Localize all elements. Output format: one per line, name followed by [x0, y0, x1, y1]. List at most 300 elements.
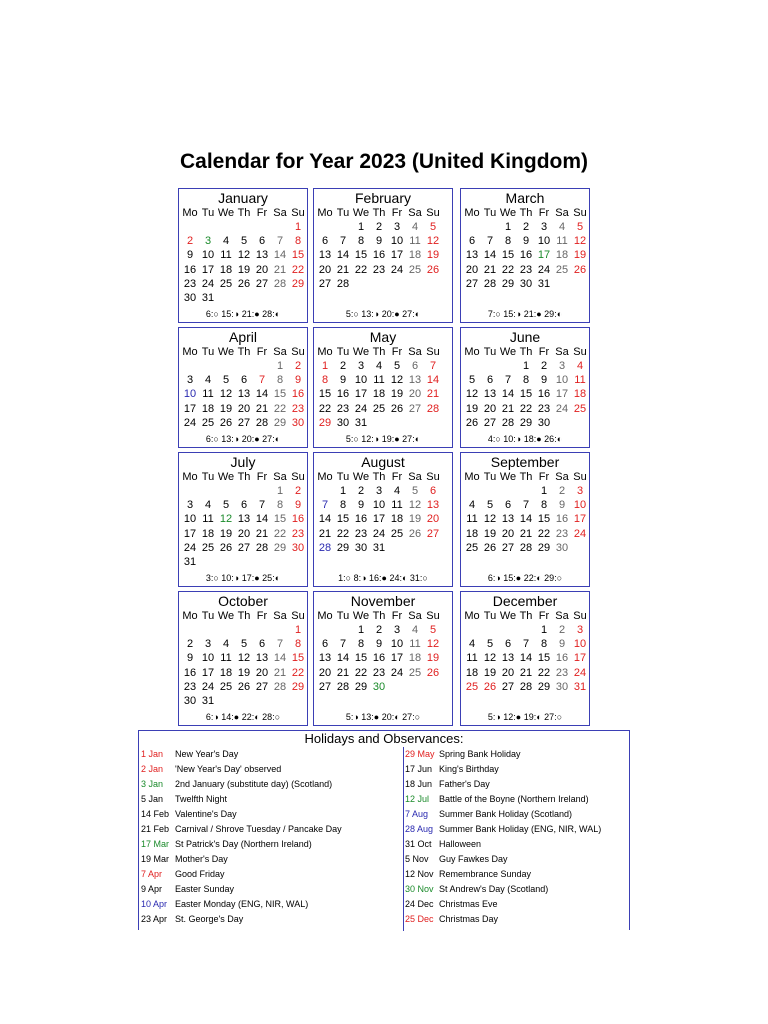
holiday-date: 30 Nov [405, 884, 434, 894]
day-cell: 25 [408, 666, 422, 679]
day-cell: 23 [291, 402, 305, 415]
day-cell: 27 [318, 680, 332, 693]
day-cell: 8 [276, 499, 284, 512]
day-blank [181, 359, 199, 373]
weekday-header: Mo [182, 610, 198, 622]
day-cell: 19 [426, 652, 440, 665]
weekday-header: Sa [408, 207, 422, 219]
moon-phases: 5:○ 12:◑ 19:● 27:◐ [345, 434, 421, 444]
day-cell: 10 [537, 235, 551, 248]
day-cell: 26 [483, 680, 497, 693]
day-cell: 30 [183, 694, 197, 707]
holiday-row [403, 867, 649, 882]
day-cell: 14 [483, 249, 497, 262]
weekday-header: Sa [273, 207, 287, 219]
day-cell: 6 [411, 360, 419, 372]
day-cell: 23 [537, 402, 551, 415]
day-cell: 16 [537, 388, 551, 401]
day-cell: 19 [408, 513, 422, 526]
weekday-header: Mo [317, 610, 333, 622]
day-cell: 9 [558, 499, 566, 512]
day-cell: 26 [483, 541, 497, 554]
day-cell: 9 [294, 374, 302, 387]
day-cell: 3 [357, 360, 365, 372]
day-cell: 17 [201, 263, 215, 276]
holiday-date: 25 Dec [405, 914, 434, 924]
holiday-row [403, 912, 649, 927]
day-cell: 24 [390, 666, 404, 679]
day-cell: 6 [240, 374, 248, 387]
day-cell: 8 [357, 638, 365, 651]
day-blank [181, 623, 199, 637]
weekday-header-row [179, 470, 307, 484]
day-cell: 7 [276, 235, 284, 248]
day-cell: 17 [183, 527, 197, 540]
weekday-header: Mo [317, 207, 333, 219]
holiday-row [139, 747, 385, 762]
day-cell: 17 [183, 402, 197, 415]
day-blank [481, 359, 499, 373]
day-cell: 1 [522, 360, 530, 372]
weekday-header: Mo [464, 610, 480, 622]
day-grid [179, 484, 307, 569]
weekday-header: We [352, 471, 370, 483]
holiday-row [139, 852, 385, 867]
day-cell: 31 [537, 277, 551, 290]
day-cell: 23 [336, 402, 350, 415]
day-cell: 6 [486, 374, 494, 387]
weekday-header: We [499, 471, 517, 483]
month-september [460, 452, 590, 587]
day-cell: 16 [372, 652, 386, 665]
holiday-date: 9 Apr [141, 884, 163, 894]
holiday-name: Twelfth Night [175, 794, 228, 804]
day-cell: 15 [318, 388, 332, 401]
day-cell: 11 [373, 374, 385, 387]
day-blank [181, 220, 199, 234]
day-cell: 17 [390, 652, 404, 665]
day-cell: 19 [465, 402, 479, 415]
day-cell: 2 [186, 235, 194, 248]
day-cell: 14 [255, 388, 269, 401]
day-cell: 19 [219, 402, 233, 415]
day-cell: 5 [240, 235, 248, 248]
day-cell: 11 [202, 388, 214, 401]
day-cell: 3 [558, 360, 566, 372]
day-cell: 29 [537, 541, 551, 554]
day-cell: 24 [573, 527, 587, 540]
holiday-row [403, 882, 649, 897]
holiday-date: 5 Jan [141, 794, 164, 804]
day-cell: 26 [219, 541, 233, 554]
day-cell: 12 [426, 235, 440, 248]
day-cell: 8 [540, 499, 548, 512]
weekday-header: Th [519, 610, 533, 622]
day-cell: 7 [276, 638, 284, 651]
day-cell: 29 [273, 541, 287, 554]
month-may [313, 327, 453, 448]
day-blank [271, 220, 289, 234]
weekday-header: Tu [483, 610, 497, 622]
weekday-header-row [179, 609, 307, 623]
day-cell: 3 [186, 374, 194, 387]
holiday-row [139, 777, 385, 792]
day-cell: 28 [519, 541, 533, 554]
day-cell: 4 [222, 235, 230, 248]
weekday-header: Mo [464, 346, 480, 358]
day-cell: 1 [294, 221, 302, 233]
day-cell: 2 [186, 638, 194, 651]
day-cell: 20 [318, 666, 332, 679]
day-cell: 18 [219, 263, 233, 276]
day-blank [235, 359, 253, 373]
day-cell: 4 [204, 374, 212, 387]
day-grid [314, 359, 452, 430]
day-cell: 16 [291, 388, 305, 401]
day-cell: 28 [336, 680, 350, 693]
day-cell: 22 [318, 402, 332, 415]
day-cell: 28 [336, 277, 350, 290]
weekday-header: Fr [256, 207, 268, 219]
day-cell: 12 [483, 652, 497, 665]
holiday-date: 23 Apr [141, 914, 168, 924]
weekday-header: Fr [538, 346, 550, 358]
day-cell: 4 [468, 499, 476, 512]
day-cell: 25 [201, 541, 215, 554]
day-cell: 22 [537, 527, 551, 540]
day-cell: 21 [255, 402, 269, 415]
day-cell: 25 [465, 680, 479, 693]
day-blank [199, 484, 217, 498]
day-grid [314, 220, 452, 291]
day-cell: 1 [339, 485, 347, 497]
day-cell: 1 [357, 221, 365, 233]
day-cell: 3 [204, 235, 212, 248]
day-blank [463, 484, 481, 498]
day-cell: 26 [465, 416, 479, 429]
day-cell: 25 [573, 402, 587, 415]
day-cell: 19 [219, 527, 233, 540]
day-cell: 26 [237, 277, 251, 290]
weekday-header: Sa [408, 610, 422, 622]
holiday-row [139, 762, 385, 777]
day-cell: 18 [573, 388, 587, 401]
day-cell: 11 [391, 499, 403, 512]
holiday-name: Spring Bank Holiday [439, 749, 521, 759]
day-cell: 3 [576, 624, 584, 636]
day-cell: 13 [237, 388, 251, 401]
day-cell: 27 [255, 680, 269, 693]
weekday-header: We [217, 346, 235, 358]
day-cell: 24 [537, 263, 551, 276]
day-cell: 21 [273, 263, 287, 276]
day-cell: 20 [255, 263, 269, 276]
day-cell: 18 [201, 527, 215, 540]
weekday-header: Th [237, 471, 251, 483]
weekday-header-row [461, 206, 589, 220]
weekday-header: Mo [464, 471, 480, 483]
day-cell: 2 [294, 360, 302, 372]
day-blank [235, 484, 253, 498]
weekday-header: Tu [336, 346, 350, 358]
day-cell: 14 [255, 513, 269, 526]
day-cell: 8 [321, 374, 329, 387]
day-cell: 7 [339, 638, 347, 651]
day-cell: 12 [573, 235, 587, 248]
day-cell: 28 [519, 680, 533, 693]
weekday-header: Th [237, 207, 251, 219]
day-cell: 18 [555, 249, 569, 262]
day-cell: 26 [573, 263, 587, 276]
day-cell: 21 [336, 263, 350, 276]
day-cell: 2 [558, 485, 566, 497]
day-blank [463, 220, 481, 234]
day-cell: 19 [483, 527, 497, 540]
weekday-header: Fr [256, 471, 268, 483]
day-grid [461, 220, 589, 291]
weekday-header: Su [291, 610, 305, 622]
weekday-header: Fr [391, 346, 403, 358]
holiday-row [403, 792, 649, 807]
day-cell: 4 [375, 360, 383, 372]
day-cell: 6 [468, 235, 476, 248]
weekday-header: Tu [483, 346, 497, 358]
day-cell: 22 [273, 402, 287, 415]
month-name: March [505, 190, 545, 206]
day-cell: 12 [219, 513, 233, 526]
month-name: September [490, 454, 560, 470]
day-cell: 6 [504, 638, 512, 651]
holiday-date: 21 Feb [141, 824, 170, 834]
day-cell: 10 [555, 374, 569, 387]
day-grid [314, 484, 452, 555]
weekday-header: Th [519, 471, 533, 483]
day-grid [179, 220, 307, 305]
day-cell: 9 [357, 499, 365, 512]
weekday-header: We [499, 610, 517, 622]
day-cell: 25 [390, 527, 404, 540]
day-cell: 28 [501, 416, 515, 429]
weekday-header: Mo [182, 346, 198, 358]
day-cell: 23 [354, 527, 368, 540]
weekday-header-row [461, 345, 589, 359]
moon-phases: 3:○ 10:◑ 17:● 25:◐ [205, 573, 281, 583]
holiday-name: St Patrick's Day (Northern Ireland) [175, 839, 312, 849]
day-cell: 10 [390, 638, 404, 651]
day-cell: 14 [336, 249, 350, 262]
day-cell: 15 [537, 513, 551, 526]
weekday-header: Th [519, 346, 533, 358]
holiday-name: Battle of the Boyne (Northern Ireland) [439, 794, 589, 804]
day-cell: 2 [375, 221, 383, 233]
day-blank [181, 484, 199, 498]
weekday-header: Th [237, 610, 251, 622]
day-cell: 31 [372, 541, 386, 554]
day-cell: 7 [321, 499, 329, 512]
day-cell: 3 [393, 624, 401, 636]
month-march [460, 188, 590, 323]
day-cell: 24 [555, 402, 569, 415]
day-cell: 12 [465, 388, 479, 401]
day-blank [517, 484, 535, 498]
holidays-left-column [139, 747, 385, 927]
day-cell: 1 [276, 360, 284, 372]
day-cell: 2 [294, 485, 302, 497]
day-cell: 6 [258, 638, 266, 651]
holiday-date: 10 Apr [141, 899, 168, 909]
holiday-row [139, 882, 385, 897]
month-name: May [369, 329, 397, 345]
weekday-header-row [461, 609, 589, 623]
day-cell: 10 [573, 638, 587, 651]
day-cell: 26 [219, 416, 233, 429]
weekday-header-row [179, 345, 307, 359]
weekday-header-row [314, 345, 452, 359]
weekday-header: We [352, 346, 370, 358]
day-cell: 29 [354, 680, 368, 693]
day-cell: 29 [336, 541, 350, 554]
moon-phases: 5:◑ 13:● 20:◐ 27:○ [345, 712, 421, 722]
day-cell: 24 [372, 527, 386, 540]
day-cell: 29 [501, 277, 515, 290]
day-cell: 18 [465, 527, 479, 540]
day-cell: 23 [372, 263, 386, 276]
weekday-header: Fr [391, 207, 403, 219]
holiday-row [139, 822, 385, 837]
weekday-header: Mo [464, 207, 480, 219]
day-cell: 5 [222, 374, 230, 387]
day-blank [463, 623, 481, 637]
day-blank [517, 623, 535, 637]
day-cell: 14 [519, 652, 533, 665]
day-cell: 22 [537, 666, 551, 679]
day-cell: 5 [393, 360, 401, 372]
day-cell: 13 [318, 249, 332, 262]
day-cell: 30 [354, 541, 368, 554]
weekday-header: Fr [538, 610, 550, 622]
day-blank [499, 623, 517, 637]
weekday-header: Fr [538, 207, 550, 219]
day-cell: 10 [372, 499, 386, 512]
day-cell: 24 [183, 541, 197, 554]
day-cell: 7 [258, 374, 266, 387]
day-cell: 6 [258, 235, 266, 248]
weekday-header: Su [573, 207, 587, 219]
day-cell: 30 [555, 541, 569, 554]
day-cell: 1 [294, 624, 302, 636]
weekday-header: Tu [483, 471, 497, 483]
day-cell: 13 [483, 388, 497, 401]
day-cell: 22 [354, 666, 368, 679]
day-cell: 4 [576, 360, 584, 372]
moon-phases: 7:○ 15:◑ 21:● 29:◐ [487, 309, 563, 319]
holidays-title: Holidays and Observances: [304, 731, 464, 746]
day-cell: 30 [291, 416, 305, 429]
day-grid [461, 623, 589, 694]
day-cell: 13 [318, 652, 332, 665]
weekday-header: We [352, 610, 370, 622]
weekday-header: Tu [483, 207, 497, 219]
day-cell: 10 [201, 249, 215, 262]
holiday-name: 2nd January (substitute day) (Scotland) [175, 779, 333, 789]
day-cell: 7 [339, 235, 347, 248]
weekday-header-row [179, 206, 307, 220]
day-cell: 4 [204, 499, 212, 512]
weekday-header: Su [426, 610, 440, 622]
day-cell: 9 [522, 235, 530, 248]
day-cell: 9 [375, 638, 383, 651]
day-cell: 20 [483, 402, 497, 415]
holiday-date: 18 Jun [405, 779, 433, 789]
day-cell: 30 [555, 680, 569, 693]
day-cell: 16 [354, 513, 368, 526]
day-cell: 27 [318, 277, 332, 290]
weekday-header: Th [372, 346, 386, 358]
day-cell: 13 [501, 652, 515, 665]
day-cell: 29 [519, 416, 533, 429]
day-cell: 13 [237, 513, 251, 526]
day-cell: 26 [426, 666, 440, 679]
day-cell: 1 [276, 485, 284, 497]
day-blank [481, 484, 499, 498]
day-cell: 23 [372, 666, 386, 679]
day-cell: 18 [465, 666, 479, 679]
day-cell: 18 [201, 402, 215, 415]
day-cell: 9 [294, 499, 302, 512]
day-cell: 17 [573, 513, 587, 526]
day-cell: 20 [501, 666, 515, 679]
month-april [178, 327, 308, 448]
weekday-header-row [314, 609, 452, 623]
day-cell: 5 [486, 499, 494, 512]
holiday-name: Summer Bank Holiday (Scotland) [439, 809, 573, 819]
day-cell: 8 [522, 374, 530, 387]
day-cell: 25 [372, 402, 386, 415]
day-cell: 30 [519, 277, 533, 290]
day-cell: 19 [426, 249, 440, 262]
day-cell: 5 [429, 624, 437, 636]
weekday-header: Tu [336, 471, 350, 483]
day-cell: 6 [504, 499, 512, 512]
holiday-date: 29 May [405, 749, 435, 759]
day-blank [235, 623, 253, 637]
holiday-row [139, 792, 385, 807]
day-cell: 19 [237, 666, 251, 679]
moon-phases: 5:◑ 12:● 19:◐ 27:○ [487, 712, 563, 722]
holiday-name: Christmas Eve [439, 899, 498, 909]
day-blank [253, 484, 271, 498]
day-cell: 12 [219, 388, 233, 401]
day-cell: 25 [219, 277, 233, 290]
day-cell: 27 [237, 416, 251, 429]
day-cell: 21 [273, 666, 287, 679]
day-cell: 22 [519, 402, 533, 415]
moon-phases: 6:◑ 15:● 22:◐ 29:○ [487, 573, 563, 583]
holiday-date: 14 Feb [141, 809, 170, 819]
day-cell: 29 [291, 680, 305, 693]
day-cell: 9 [339, 374, 347, 387]
holiday-name: Christmas Day [439, 914, 499, 924]
weekday-header-row [461, 470, 589, 484]
day-cell: 8 [504, 235, 512, 248]
day-grid [314, 623, 452, 694]
day-cell: 8 [357, 235, 365, 248]
weekday-header: Su [426, 471, 440, 483]
day-cell: 29 [537, 680, 551, 693]
day-cell: 8 [294, 235, 302, 248]
weekday-header: Sa [555, 610, 569, 622]
day-cell: 15 [273, 388, 287, 401]
